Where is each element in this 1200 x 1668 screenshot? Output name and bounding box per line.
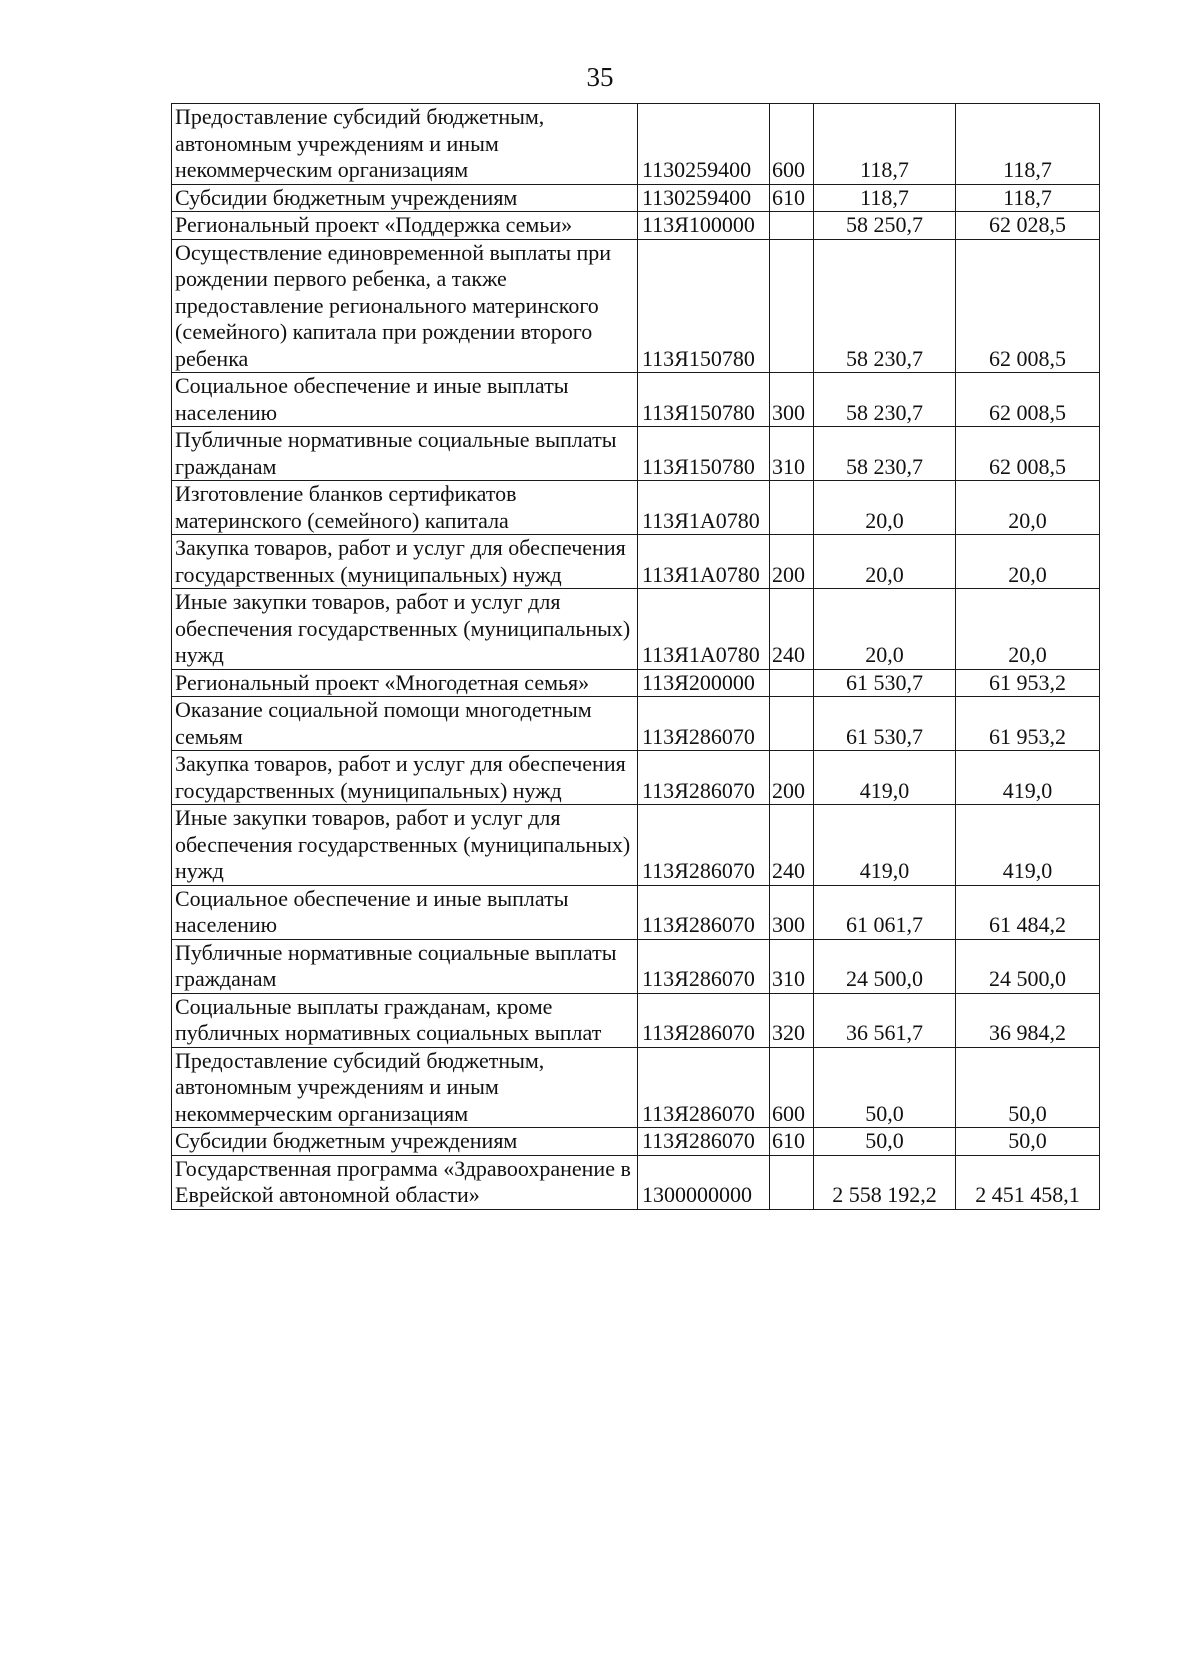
expense-name-cell: Закупка товаров, работ и услуг для обеспечения государственных (муниципальных) нужд bbox=[172, 535, 638, 589]
target-article-code-cell: 113Я286070 bbox=[638, 805, 770, 886]
amount-year2-cell: 62 008,5 bbox=[956, 427, 1100, 481]
target-article-code-cell: 113Я286070 bbox=[638, 751, 770, 805]
expense-kind-cell: 300 bbox=[770, 885, 814, 939]
target-article-code-cell: 113Я150780 bbox=[638, 239, 770, 373]
table-row bbox=[172, 1155, 1100, 1209]
amount-year1-cell: 61 530,7 bbox=[814, 669, 956, 697]
target-article-code-cell: 113Я100000 bbox=[638, 212, 770, 240]
table-row bbox=[172, 427, 1100, 481]
table-row bbox=[172, 481, 1100, 535]
target-article-code-cell: 1130259400 bbox=[638, 104, 770, 185]
amount-year1-cell: 50,0 bbox=[814, 1128, 956, 1156]
amount-year1-cell: 20,0 bbox=[814, 535, 956, 589]
table-row bbox=[172, 1128, 1100, 1156]
amount-year1-cell: 36 561,7 bbox=[814, 993, 956, 1047]
amount-year1-cell: 58 250,7 bbox=[814, 212, 956, 240]
expense-name-cell: Региональный проект «Многодетная семья» bbox=[172, 669, 638, 697]
table-row bbox=[172, 885, 1100, 939]
amount-year2-cell: 419,0 bbox=[956, 751, 1100, 805]
expense-name-cell: Социальное обеспечение и иные выплаты населению bbox=[172, 373, 638, 427]
expense-kind-cell: 600 bbox=[770, 1047, 814, 1128]
amount-year1-cell: 58 230,7 bbox=[814, 427, 956, 481]
target-article-code-cell: 113Я286070 bbox=[638, 993, 770, 1047]
expense-name-cell: Изготовление бланков сертификатов материнского (семейного) капитала bbox=[172, 481, 638, 535]
amount-year1-cell: 61 530,7 bbox=[814, 697, 956, 751]
target-article-code-cell: 113Я286070 bbox=[638, 939, 770, 993]
expense-name-cell: Субсидии бюджетным учреждениям bbox=[172, 1128, 638, 1156]
amount-year2-cell: 36 984,2 bbox=[956, 993, 1100, 1047]
target-article-code-cell: 1130259400 bbox=[638, 184, 770, 212]
amount-year2-cell: 61 484,2 bbox=[956, 885, 1100, 939]
page-number: 35 bbox=[586, 62, 614, 92]
expense-name-cell: Иные закупки товаров, работ и услуг для обеспечения государственных (муниципальных) нужд bbox=[172, 589, 638, 670]
table-row bbox=[172, 239, 1100, 373]
expense-name-cell: Государственная программа «Здравоохранение в Еврейской автономной области» bbox=[172, 1155, 638, 1209]
amount-year1-cell: 118,7 bbox=[814, 104, 956, 185]
amount-year2-cell: 61 953,2 bbox=[956, 697, 1100, 751]
target-article-code-cell: 113Я150780 bbox=[638, 373, 770, 427]
expense-kind-cell: 610 bbox=[770, 184, 814, 212]
expense-name-cell: Публичные нормативные социальные выплаты гражданам bbox=[172, 939, 638, 993]
expense-kind-cell bbox=[770, 239, 814, 373]
expense-name-cell: Субсидии бюджетным учреждениям bbox=[172, 184, 638, 212]
table-row bbox=[172, 993, 1100, 1047]
expense-kind-cell bbox=[770, 669, 814, 697]
amount-year1-cell: 61 061,7 bbox=[814, 885, 956, 939]
expense-kind-cell bbox=[770, 212, 814, 240]
amount-year2-cell: 118,7 bbox=[956, 184, 1100, 212]
target-article-code-cell: 113Я1А0780 bbox=[638, 589, 770, 670]
expense-kind-cell: 200 bbox=[770, 535, 814, 589]
amount-year2-cell: 61 953,2 bbox=[956, 669, 1100, 697]
expense-kind-cell: 300 bbox=[770, 373, 814, 427]
amount-year2-cell: 20,0 bbox=[956, 589, 1100, 670]
amount-year1-cell: 50,0 bbox=[814, 1047, 956, 1128]
expense-name-cell: Социальное обеспечение и иные выплаты населению bbox=[172, 885, 638, 939]
target-article-code-cell: 113Я150780 bbox=[638, 427, 770, 481]
amount-year2-cell: 20,0 bbox=[956, 481, 1100, 535]
expense-name-cell: Осуществление единовременной выплаты при рождении первого ребенка, а также предоставление регионального материнского (семейного) капитала при рождении второго ребенка bbox=[172, 239, 638, 373]
amount-year2-cell: 20,0 bbox=[956, 535, 1100, 589]
amount-year1-cell: 58 230,7 bbox=[814, 239, 956, 373]
table-row bbox=[172, 805, 1100, 886]
expense-name-cell: Предоставление субсидий бюджетным, автономным учреждениям и иным некоммерческим организациям bbox=[172, 104, 638, 185]
amount-year2-cell: 50,0 bbox=[956, 1047, 1100, 1128]
target-article-code-cell: 113Я286070 bbox=[638, 1128, 770, 1156]
expense-kind-cell: 610 bbox=[770, 1128, 814, 1156]
table-row bbox=[172, 939, 1100, 993]
amount-year1-cell: 20,0 bbox=[814, 589, 956, 670]
expense-kind-cell bbox=[770, 697, 814, 751]
target-article-code-cell: 1300000000 bbox=[638, 1155, 770, 1209]
expense-kind-cell: 320 bbox=[770, 993, 814, 1047]
expense-kind-cell: 240 bbox=[770, 805, 814, 886]
amount-year2-cell: 62 028,5 bbox=[956, 212, 1100, 240]
target-article-code-cell: 113Я200000 bbox=[638, 669, 770, 697]
expense-name-cell: Предоставление субсидий бюджетным, автономным учреждениям и иным некоммерческим организациям bbox=[172, 1047, 638, 1128]
amount-year2-cell: 62 008,5 bbox=[956, 239, 1100, 373]
amount-year1-cell: 24 500,0 bbox=[814, 939, 956, 993]
amount-year1-cell: 118,7 bbox=[814, 184, 956, 212]
amount-year1-cell: 2 558 192,2 bbox=[814, 1155, 956, 1209]
expense-kind-cell: 600 bbox=[770, 104, 814, 185]
target-article-code-cell: 113Я1А0780 bbox=[638, 535, 770, 589]
table-row bbox=[172, 212, 1100, 240]
target-article-code-cell: 113Я1А0780 bbox=[638, 481, 770, 535]
table-row bbox=[172, 535, 1100, 589]
expense-name-cell: Публичные нормативные социальные выплаты гражданам bbox=[172, 427, 638, 481]
table-row bbox=[172, 104, 1100, 185]
target-article-code-cell: 113Я286070 bbox=[638, 697, 770, 751]
table-row bbox=[172, 373, 1100, 427]
expense-name-cell: Региональный проект «Поддержка семьи» bbox=[172, 212, 638, 240]
expense-name-cell: Оказание социальной помощи многодетным семьям bbox=[172, 697, 638, 751]
budget-table-body bbox=[172, 104, 1100, 1210]
expense-name-cell: Закупка товаров, работ и услуг для обеспечения государственных (муниципальных) нужд bbox=[172, 751, 638, 805]
amount-year1-cell: 58 230,7 bbox=[814, 373, 956, 427]
amount-year1-cell: 419,0 bbox=[814, 751, 956, 805]
table-row bbox=[172, 669, 1100, 697]
amount-year1-cell: 20,0 bbox=[814, 481, 956, 535]
expense-kind-cell: 240 bbox=[770, 589, 814, 670]
amount-year2-cell: 419,0 bbox=[956, 805, 1100, 886]
expense-name-cell: Социальные выплаты гражданам, кроме публичных нормативных социальных выплат bbox=[172, 993, 638, 1047]
expense-name-cell: Иные закупки товаров, работ и услуг для обеспечения государственных (муниципальных) нужд bbox=[172, 805, 638, 886]
expense-kind-cell: 310 bbox=[770, 939, 814, 993]
target-article-code-cell: 113Я286070 bbox=[638, 885, 770, 939]
table-row bbox=[172, 697, 1100, 751]
expense-kind-cell: 310 bbox=[770, 427, 814, 481]
expense-kind-cell bbox=[770, 1155, 814, 1209]
expense-kind-cell: 200 bbox=[770, 751, 814, 805]
table-row bbox=[172, 1047, 1100, 1128]
amount-year2-cell: 24 500,0 bbox=[956, 939, 1100, 993]
amount-year1-cell: 419,0 bbox=[814, 805, 956, 886]
table-row bbox=[172, 589, 1100, 670]
amount-year2-cell: 50,0 bbox=[956, 1128, 1100, 1156]
table-row bbox=[172, 184, 1100, 212]
amount-year2-cell: 118,7 bbox=[956, 104, 1100, 185]
amount-year2-cell: 2 451 458,1 bbox=[956, 1155, 1100, 1209]
amount-year2-cell: 62 008,5 bbox=[956, 373, 1100, 427]
table-row bbox=[172, 751, 1100, 805]
target-article-code-cell: 113Я286070 bbox=[638, 1047, 770, 1128]
expense-kind-cell bbox=[770, 481, 814, 535]
budget-table bbox=[171, 103, 1100, 1210]
